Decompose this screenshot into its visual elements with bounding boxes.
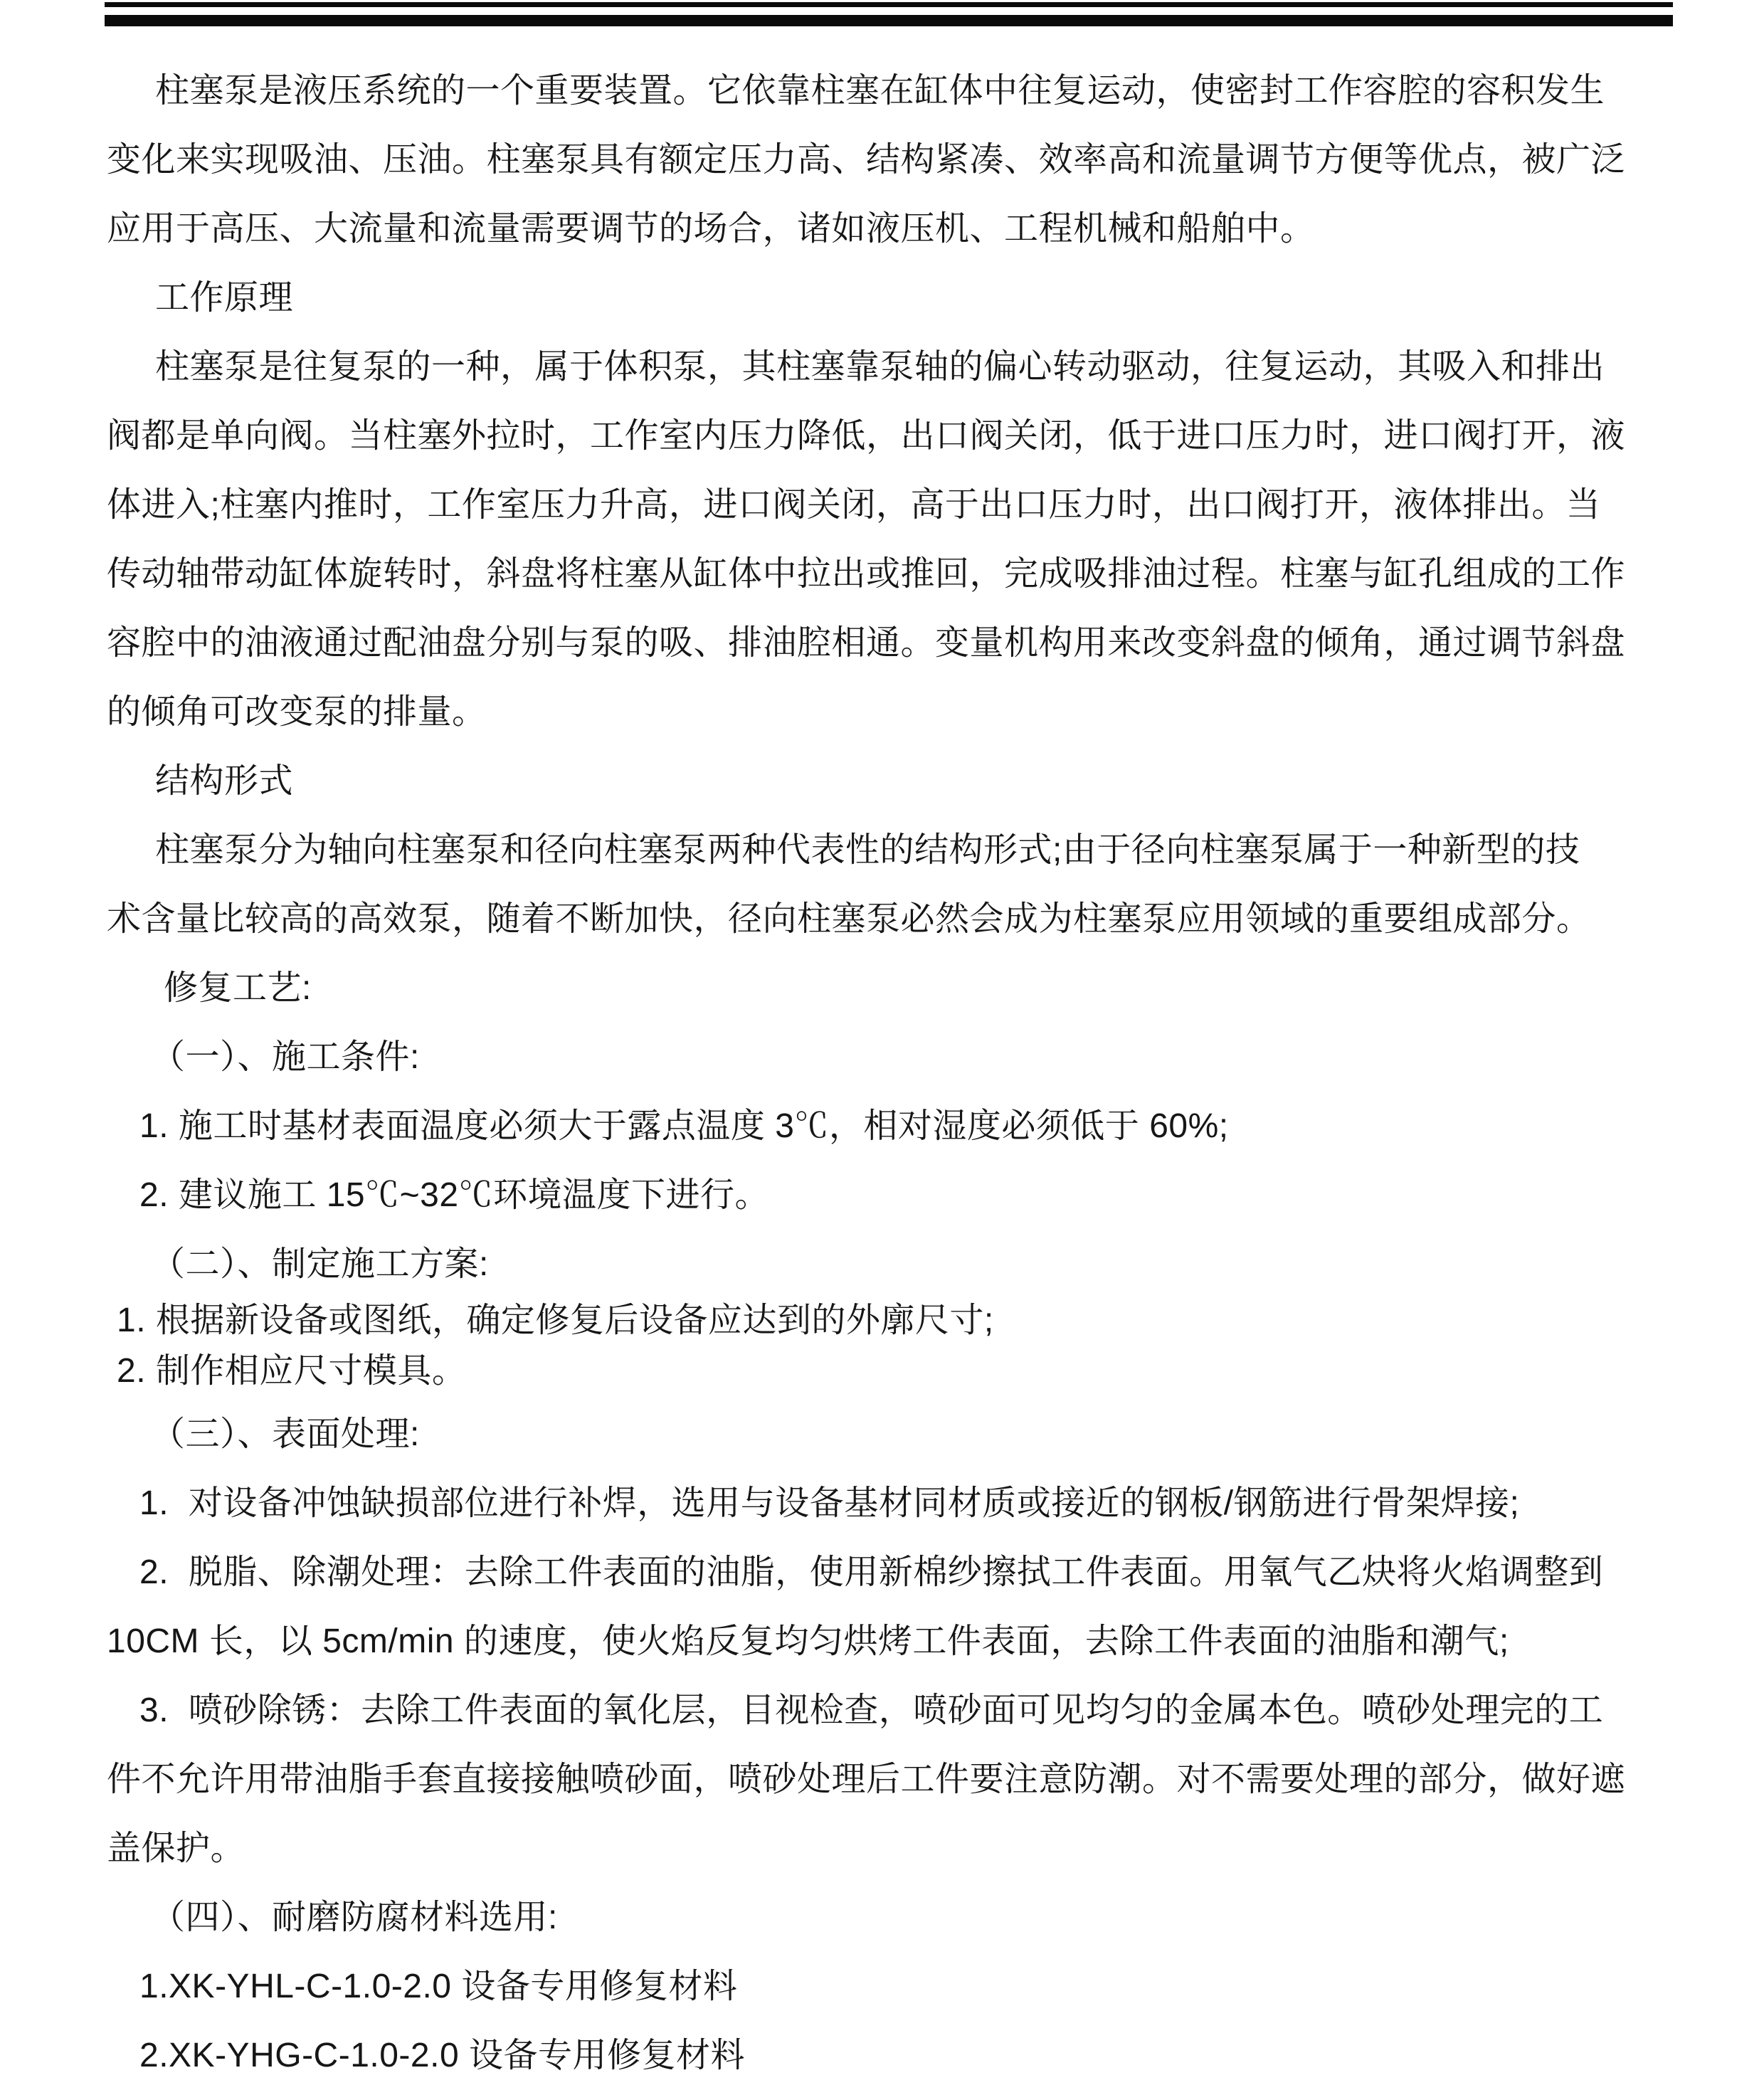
heading-surface-treatment: （三）、表面处理: — [151, 1415, 420, 1453]
heading-construction-conditions: （一）、施工条件: — [151, 1038, 420, 1076]
paragraph-line: 盖保护。 — [107, 1830, 245, 1867]
paragraph-line: 术含量比较高的高效泵，随着不断加快，径向柱塞泵必然会成为柱塞泵应用领域的重要组成部分。 — [107, 900, 1591, 938]
paragraph-line: 柱塞泵是液压系统的一个重要装置。它依靠柱塞在缸体中往复运动，使密封工作容腔的容积发生 — [155, 72, 1605, 110]
list-item: 2. 脱脂、除潮处理：去除工件表面的油脂，使用新棉纱擦拭工件表面。用氧气乙炔将火焰调整到 — [139, 1553, 1604, 1591]
paragraph-line: 的倾角可改变泵的排量。 — [107, 693, 487, 731]
paragraph-line: 容腔中的油液通过配油盘分别与泵的吸、排油腔相通。变量机构用来改变斜盘的倾角，通过调节斜盘 — [107, 624, 1626, 662]
list-item: 2. 制作相应尺寸模具。 — [117, 1352, 467, 1390]
heading-construction-plan: （二）、制定施工方案: — [151, 1245, 489, 1283]
paragraph-line: 应用于高压、大流量和流量需要调节的场合，诸如液压机、工程机械和船舶中。 — [107, 210, 1315, 248]
list-item: 2. 建议施工 15℃~32℃环境温度下进行。 — [139, 1176, 770, 1214]
paragraph-line: 体进入;柱塞内推时，工作室压力升高，进口阀关闭，高于出口压力时，出口阀打开，液体排出。当 — [107, 486, 1601, 524]
heading-material-selection: （四）、耐磨防腐材料选用: — [151, 1899, 558, 1936]
list-item: 1. 施工时基材表面温度必须大于露点温度 3℃，相对湿度必须低于 60%; — [139, 1107, 1229, 1145]
list-item: 1. 根据新设备或图纸，确定修复后设备应达到的外廓尺寸; — [117, 1302, 994, 1339]
paragraph-line: 柱塞泵是往复泵的一种，属于体积泵，其柱塞靠泵轴的偏心转动驱动，往复运动，其吸入和排出 — [155, 348, 1605, 386]
heading-working-principle: 工作原理 — [155, 279, 294, 317]
list-item: 1.XK-YHL-C-1.0-2.0 设备专用修复材料 — [139, 1968, 738, 2005]
list-item: 3. 喷砂除锈：去除工件表面的氧化层，目视检查，喷砂面可见均匀的金属本色。喷砂处理完的工 — [139, 1691, 1604, 1729]
paragraph-line: 柱塞泵分为轴向柱塞泵和径向柱塞泵两种代表性的结构形式;由于径向柱塞泵属于一种新型的技 — [155, 831, 1580, 869]
heading-repair-process: 修复工艺: — [164, 969, 312, 1007]
list-item: 2.XK-YHG-C-1.0-2.0 设备专用修复材料 — [139, 2037, 745, 2074]
heading-structure-type: 结构形式 — [155, 762, 294, 800]
paragraph-line: 变化来实现吸油、压油。柱塞泵具有额定压力高、结构紧凑、效率高和流量调节方便等优点，被广泛 — [107, 141, 1626, 179]
paragraph-line: 件不允许用带油脂手套直接接触喷砂面，喷砂处理后工件要注意防潮。对不需要处理的部分，做好遮 — [107, 1761, 1626, 1798]
paragraph-line: 阀都是单向阀。当柱塞外拉时，工作室内压力降低，出口阀关闭，低于进口压力时，进口阀打开，液 — [107, 417, 1626, 455]
document-body — [107, 0, 1693, 2090]
list-item: 1. 对设备冲蚀缺损部位进行补焊，选用与设备基材同材质或接近的钢板/钢筋进行骨架焊接; — [139, 1484, 1520, 1522]
paragraph-line: 10CM 长，以 5cm/min 的速度，使火焰反复均匀烘烤工件表面，去除工件表面的油脂和潮气; — [107, 1622, 1509, 1660]
paragraph-line: 传动轴带动缸体旋转时，斜盘将柱塞从缸体中拉出或推回，完成吸排油过程。柱塞与缸孔组成的工作 — [107, 555, 1626, 593]
